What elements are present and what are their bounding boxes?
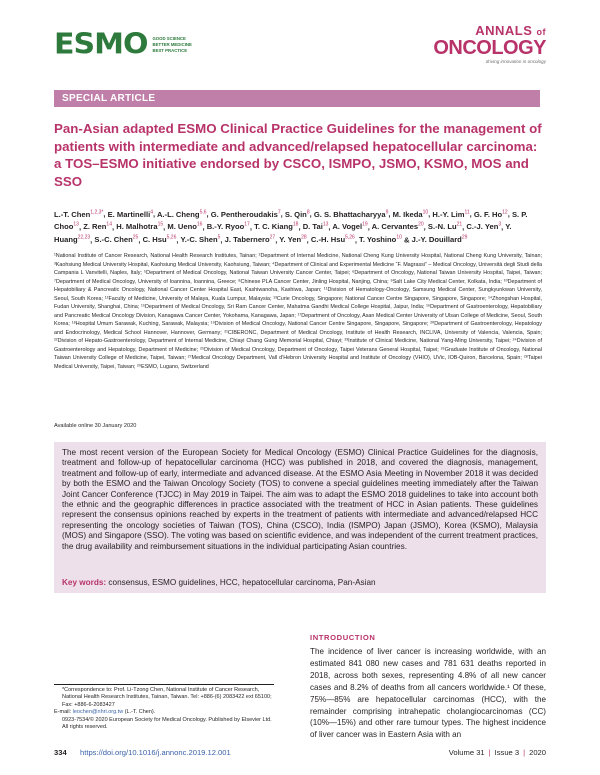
journal-of: of — [536, 27, 546, 37]
keywords — [62, 578, 538, 587]
introduction-heading: INTRODUCTION — [310, 633, 376, 642]
author: Y.-C. Shen$^5$ — [180, 234, 221, 245]
author: Z. Ren$^{14}$ — [83, 221, 112, 232]
author: L.-T. Chen$^{1,2,3*}$ — [54, 209, 104, 219]
author: T. C. Kiang$^{18}$ — [254, 221, 299, 232]
journal-tagline: driving innovation in oncology — [485, 59, 546, 64]
issue: Issue 3 — [494, 748, 520, 757]
author: A. Vogel$^{19}$ — [332, 221, 368, 232]
author: A. Cervantes$^{20}$ — [371, 221, 424, 232]
author: G. F. Ho$^{12}$ — [473, 209, 508, 219]
affiliations: ¹National Institute of Cancer Research, National Health Research Institutes, Tainan; ²Department of Internal Medicine, National Cheng Kung University Hospital, National Cheng Kung University, Tainan; ³Kaohsiung Medical University Hospital, Kaohsiung Medical University, Kaohsiung, Taiwan; ⁴Department of Clinical and Experimental Medicine “F. Magrassi” – Medical Oncology, Università degli Studi della Campania L Vanvitelli, Naples, Italy; ⁵Department of Medical Oncology, National Taiwan University Cancer Center, Taipei; ⁶Department of Oncology, National Taiwan University Hospital, Taipei, Taiwan; ⁷Department of Medical Oncology, University of Ioannina, Ioannina, Greece; ⁸Chinese PLA Cancer Center, Jinling Hospital, Nanjing, China; ⁹Salt Lake City Medical Center, Kolkata, India; ¹⁰Department of Hepatobiliary & Pancreatic Oncology, National Cancer Center Hospital East, Kashiwanoha, Kashiwa, Japan; ¹¹Division of Hematology-Oncology, Samsung Medical Center, Sungkyunkwan University, Seoul, South Korea; ¹²Faculty of Medicine, University of Malaya, Kuala Lumpur, Malaysia; ¹³Curie Oncology, Singapore; National Cancer Centre Singapore, Singapore, Singapore; ¹⁴Zhongshan Hospital, Fudan University, Shanghai, China; ¹⁵Department of Medical Oncology, Sri Ram Cancer Center, Mahatma Gandhi Medical College Hospital, Jaipur, India; ¹⁶Department of Gastroenterology, Hepatobiliary and Pancreatic Medical Oncology Division, Kanagawa Cancer Center, Yokohama, Kanagawa, Japan; ¹⁷Department of Oncology, Asan Medical Center University of Ulsan College of Medicine, Seoul, South Korea; ¹⁸Hospital Umum Sarawak, Kuching, Sarawak, Malaysia; ¹⁹Division of Medical Oncology, National Cancer Centre Singapore, Singapore, Singapore; ²⁰Department of Gastroenterology, Hepatology and Endocrinology, Medical School Hannover, Hannover, Germany; ²¹CIBERONC, Department of Medical Oncology, Institute of Health Research, INCLIVA, University of Valencia, Valencia, Spain; ²²Division of Hepato-Gastroenterology, Department of Internal Medicine, Chiayi Chang Gung Memorial Hospital, Chiayi; ²³Institute of Clinical Medicine, National Yang-Ming University, Taipei; ²⁴Division of Gastroenterology and Hepatology, Department of Medicine; ²⁵Division of Medical Oncology, Department of Oncology, Taipei Veterans General Hospital, Taipei; ²⁶Graduate Institute of Oncology, National Taiwan University College of Medicine, Taipei, Taiwan; ²⁷Medical Oncology Department, Vall d’Hebron University Hospital and Institute of Oncology (VHIO), UVic, IOB-Quiron, Barcelona, Spain; ²⁸Taipei Medical University, Taipei, Taiwan; ²⁹ESMO, Lugano, Switzerland — [54, 253, 542, 370]
author: S.-C. Chen$^{25}$ — [94, 234, 139, 245]
author: S. Qin$^8$ — [284, 209, 310, 219]
author: C.-J. Yen$^3$ — [466, 221, 502, 232]
page-footer — [54, 747, 546, 761]
author: D. Tai$^{13}$ — [302, 221, 329, 232]
introduction-text: The incidence of liver cancer is increasing worldwide, with an estimated 841 080 new cases and 781 631 deaths reported in 2018, across both sexes, representing 4.8% of all new cancer cases and 8.2% of deaths from all cancers worldwide.¹ Of these, 75%—85% are hepatocellular carcinomas (HCC), with the remainder comprising intrahepatic cholangiocarcinomas (CC) (10%—15%) and other rare tumour types. The highest incidence of liver cancer was in Eastern Asia with an — [310, 647, 546, 740]
author-list: L.-T. Chen$^{1,2,3*}$, E. Martinelli$^4$, A.-L. Cheng$^{5,6}$, G. Pentheroudakis$^7$, S. Qin$^8$, G. S. Bhattacharyya$^9$, M. Ikeda$^{10}$, H.-Y. Lim$^{11}$, G. F. Ho$^{12}$, S. P. Choo$^{13}$, Z. Ren$^{14}$, H. Malhotra$^{15}$, M. Ueno$^{16}$, B.-Y. Ryoo$^{17}$, T. C. Kiang$^{18}$, D. Tai$^{13}$, A. Vogel$^{19}$, A. Cervantes$^{20}$, S.-N. Lu$^{21}$, C.-J. Yen$^3$, Y. Huang$^{22,23}$, S.-C. Chen$^{25}$, C. Hsu$^{5,26}$, Y.-C. Shen$^5$, J. Tabernero$^{27}$, Y. Yen$^{28}$, C.-H. Hsu$^{5,26}$, T. Yoshino$^{10}$ & J.-Y. Douillard$^{29}$ — [54, 209, 528, 245]
article-title: Pan-Asian adapted ESMO Clinical Practice Guidelines for the management of patients with intermediate and advanced/relapsed hepatocellular carcinoma: a TOS–ESMO initiative endorsed by CSCO, ISMPO, JSMO, KSMO, MOS and SSO — [54, 121, 542, 189]
correspondence — [54, 687, 274, 731]
year: 2020 — [529, 748, 546, 757]
author: A.-L. Cheng$^{5,6}$ — [156, 209, 207, 219]
doi-link[interactable]: https://doi.org/10.1016/j.annonc.2019.12.001 — [80, 748, 231, 757]
author: T. Yoshino$^{10}$ — [359, 234, 402, 245]
volume: Volume 31 — [448, 748, 485, 757]
journal-annals: ANNALS — [475, 23, 533, 38]
author: S. P. Choo$^{13}$ — [54, 209, 528, 232]
esmo-logo-word: ESMO — [54, 27, 148, 62]
keywords-value: consensus, ESMO guidelines, HCC, hepatocellular carcinoma, Pan-Asian — [108, 578, 376, 587]
author: G. Pentheroudakis$^7$ — [210, 209, 281, 219]
author: C. Hsu$^{5,26}$ — [142, 234, 177, 245]
author: S.-N. Lu$^{21}$ — [427, 221, 463, 232]
author: Y. Yen$^{28}$ — [279, 234, 307, 245]
keywords-label: Key words: — [62, 578, 107, 587]
copyright-notice: 0923-7534/© 2020 European Society for Medical Oncology. Published by Elsevier Ltd. All rights reserved. — [62, 716, 272, 731]
author: Y. Huang$^{22,23}$ — [54, 222, 512, 245]
volume-info: Volume 31 | Issue 3 | 2020 — [448, 748, 546, 757]
abstract-box — [54, 442, 546, 593]
esmo-logo-tagline: GOOD SCIENCE BETTER MEDICINE BEST PRACTICE — [152, 36, 192, 53]
available-online: Available online 30 January 2020 — [54, 423, 137, 429]
correspondence-email-line: E-mail: leochen@nhri.org.tw (L.-T. Chen). — [54, 709, 156, 716]
banner-label: SPECIAL ARTICLE — [62, 93, 156, 104]
author: M. Ueno$^{16}$ — [167, 221, 203, 232]
author: B.-Y. Ryoo$^{17}$ — [206, 221, 250, 232]
page-number: 334 — [54, 748, 67, 757]
journal-logo — [433, 24, 546, 64]
journal-oncology: ONCOLOGY — [433, 37, 546, 59]
esmo-logo — [54, 27, 192, 62]
correspondence-address: *Correspondence to: Prof. Li-Tzong Chen, National Institute of Cancer Research, National Health Research Institutes, Tainan, Taiwan. Tel: +886-(6) 2083422 ext 65100; Fax: +886-6-2083427 — [62, 687, 272, 708]
author: J.-Y. Douillard$^{29}$ — [411, 234, 468, 245]
author: J. Tabernero$^{27}$ — [224, 234, 276, 245]
author: M. Ikeda$^{10}$ — [392, 209, 429, 219]
correspondence-email-link[interactable]: leochen@nhri.org.tw — [72, 709, 124, 716]
author: G. S. Bhattacharyya$^9$ — [313, 209, 389, 219]
abstract-text: The most recent version of the European Society for Medical Oncology (ESMO) Clinical Practice Guidelines for the diagnosis, treatment and follow-up of hepatocellular carcinoma (HCC) was published in 2018, and covered the diagnosis, management, treatment and follow-up of early, intermediate and advanced disease. At the ESMO Asia Meeting in November 2018 it was decided by both the ESMO and the Taiwan Oncology Society (TOS) to convene a special guidelines meeting immediately after the Taiwan Joint Cancer Conference (TJCC) in May 2019 in Taipei. The aim was to adapt the ESMO 2018 guidelines to take into account both the ethnic and the geographic differences in practice associated with the treatment of HCC in Asian patients. These guidelines represent the consensus opinions reached by experts in the treatment of patients with intermediate and advanced/relapsed HCC representing the oncology societies of Taiwan (TOS), China (CSCO), India (ISMPO) Japan (JSMO), Korea (KSMO), Malaysia (MOS) and Singapore (SSO). The voting was based on scientific evidence, and was independent of the current treatment practices, the drug availability and reimbursement situations in the individual participating Asian countries. — [62, 448, 538, 551]
author: E. Martinelli$^4$ — [107, 209, 153, 219]
author: H.-Y. Lim$^{11}$ — [432, 209, 470, 219]
footnote-divider — [54, 684, 274, 685]
special-article-banner — [54, 90, 540, 107]
author: C.-H. Hsu$^{5,26}$ — [310, 234, 355, 245]
author: H. Malhotra$^{15}$ — [116, 221, 164, 232]
